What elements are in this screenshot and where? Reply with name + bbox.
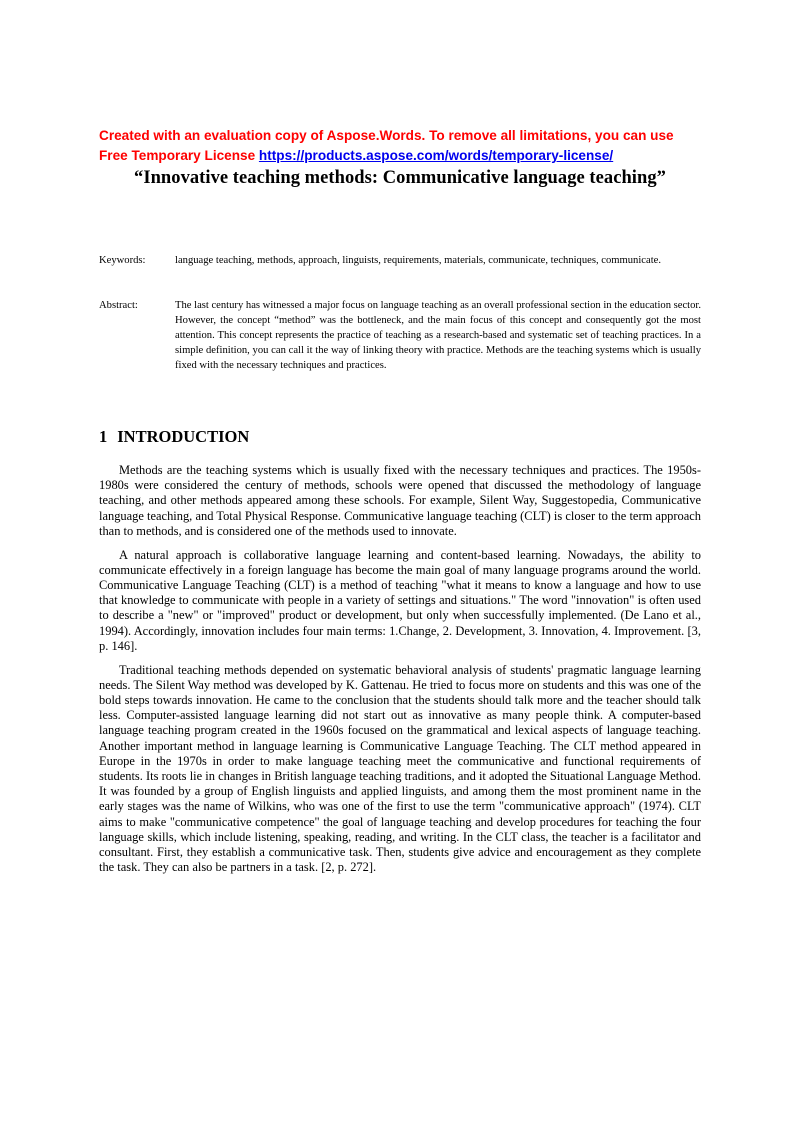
keywords-text: language teaching, methods, approach, linguists, requirements, materials, communicate, techniques, communicate. [175, 255, 661, 266]
paragraph: Traditional teaching methods depended on systematic behavioral analysis of students' pragmatic language learning needs. The Silent Way method was developed by K. Gattenau. He tried to focus more on students and this was one of the bold steps towards innovation. He came to the conclusion that the students should talk more and the teacher should talk less. Computer-assisted language learning did not start out as innovative as many people think. A computer-based language teaching program created in the 1960s focused on the grammatical and lexical aspects of language teaching. Another important method in language learning is Communicative Language Teaching. The CLT method appeared in Europe in the 1970s in order to make language teaching meet the communicative and functional requirements of students. Its roots lie in changes in British language teaching traditions, and it adopted the Situational Language Method. It was founded by a group of English linguists and applied linguists, and among them the most prominent name in the early stages was the name of Wilkins, who was one of the first to use the term "communicative approach" (1974). CLT aims to make "communicative competence" the goal of language teaching and develop procedures for teaching the four language skills, which include listening, speaking, reading, and writing. In the CLT class, the teacher is a facilitator and consultant. First, they establish a communicative task. Then, students give advice and encouragement as they complete the task. They can also be partners in a task. [2, p. 272]. [99, 662, 701, 875]
abstract-text: The last century has witnessed a major focus on language teaching as an overall professional section in the education sector. However, the concept “method” was the bottleneck, and the main focus of this concept and consequently got the most attention. This concept represents the practice of teaching as a research-based and systematic set of teaching practices. In a simple definition, you can call it the way of linking theory with practice. Methods are the teaching systems which is usually fixed with the necessary techniques and practices. [175, 300, 701, 371]
section-title: INTRODUCTION [117, 427, 250, 446]
keywords-label: Keywords: [99, 255, 146, 266]
body-text [99, 463, 701, 884]
temporary-license-link[interactable]: https://products.aspose.com/words/temporary-license/ [258, 148, 614, 163]
section-number: 1 [99, 427, 108, 446]
keywords-block [99, 253, 701, 268]
evaluation-banner-line1: Created with an evaluation copy of Aspose.Words. To remove all limitations, you can use [99, 128, 674, 143]
section-heading [99, 427, 249, 447]
evaluation-banner-line2 [99, 146, 709, 166]
abstract-label: Abstract: [99, 300, 138, 311]
paragraph: Methods are the teaching systems which is usually fixed with the necessary techniques and practices. The 1950s-1980s were considered the century of methods, schools were opened that discussed the methodology of language teaching, and other methods appeared among these schools. For example, Silent Way, Suggestopedia, Communicative language teaching, and Total Physical Response. Communicative language teaching (CLT) is closer to the term approach than to methods, and is considered one of the methods used to innovate. [99, 463, 701, 538]
evaluation-banner [99, 126, 709, 166]
abstract-block [99, 298, 701, 373]
paragraph: A natural approach is collaborative language learning and content-based learning. Nowadays, the ability to communicate effectively in a foreign language has become the main goal of many language programs around the world. Communicative Language Teaching (CLT) is a method of teaching "what it means to know a language and how to use that knowledge to communicate with people in a variety of settings and situations." The word "innovation" is often used to describe a "new" or "improved" product or development, but only when successfully implemented. (De Lano et al., 1994). Accordingly, innovation includes four main terms: 1.Change, 2. Development, 3. Innovation, 4. Improvement. [3, p. 146]. [99, 547, 701, 653]
document-title: “Innovative teaching methods: Communicative language teaching” [134, 168, 666, 188]
license-label: Free Temporary License [99, 148, 259, 163]
